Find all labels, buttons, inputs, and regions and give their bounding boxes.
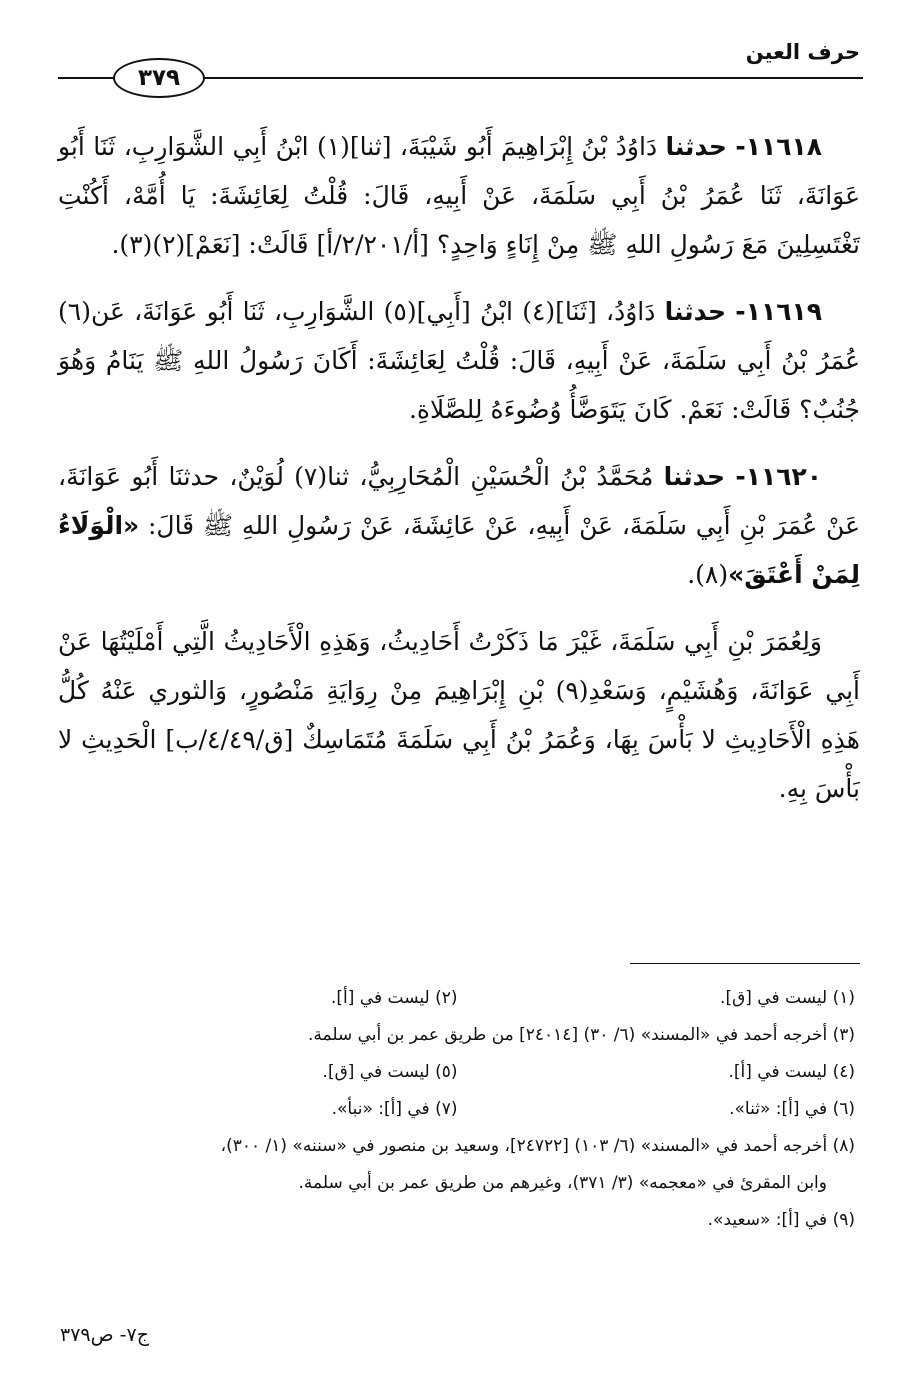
hadith-text: دَاوُدُ بْنُ إِبْرَاهِيمَ أَبُو شَيْبَةَ، [ثنا](١) ابْنُ أَبِي الشَّوَارِبِ، ثَنَا أَبُو عَوَانَةَ، ثَنَا عُمَرُ بْنُ أَبِي سَلَمَةَ، عَنْ أَبِيهِ، قَالَ: قُلْتُ لِعَائِشَةَ: يَا أُمَّهْ، أَكُنْتِ تَغْتَسِلِينَ مَعَ رَسُولِ اللهِ ﷺ مِنْ إِنَاءٍ وَاحِدٍ؟ [أ/٢/٢٠١/أ] قَالَتْ: [نَعَمْ](٢)(٣). <box>58 132 860 259</box>
hadith-11619 <box>58 287 860 434</box>
footnote-1: (١) ليست في [ق]. <box>720 988 855 1008</box>
footnote-3: (٣) أخرجه أحمد في «المسند» (٦/ ٣٠) [٢٤٠١٤] من طريق عمر بن أبي سلمة. <box>307 1025 855 1045</box>
hadith-number: ١١٦٢٠- <box>735 462 822 491</box>
footnote-separator <box>630 963 860 964</box>
footnote-8: (٨) أخرجه أحمد في «المسند» (٦/ ١٠٣) [٢٤٧٢٢]، وسعيد بن منصور في «سننه» (١/ ٣٠٠)، <box>220 1136 855 1156</box>
footnote-5: (٥) ليست في [ق]. <box>322 1062 458 1082</box>
narration-keyword: حدثنا <box>665 132 727 161</box>
footnote-4: (٤) ليست في [أ]. <box>728 1062 855 1082</box>
hadith-number: ١١٦١٩- <box>735 297 822 326</box>
page-number-badge: ٣٧٩ <box>113 58 205 98</box>
hadith-text: مُحَمَّدُ بْنُ الْحُسَيْنِ الْمُحَارِبِيُّ، ثنا(٧) لُوَيْنٌ، حدثنَا أَبُو عَوَانَةَ، عَنْ عُمَرَ بْنِ أَبِي سَلَمَةَ، عَنْ أَبِيهِ، عَنْ عَائِشَةَ، عَنْ رَسُولِ اللهِ ﷺ قَالَ: <box>58 462 860 540</box>
footnote-row <box>60 1054 855 1091</box>
footnote-2: (٢) ليست في [أ]. <box>331 988 458 1008</box>
footnote-8-continuation: وابن المقرئ في «معجمه» (٣/ ٣٧١)، وغيرهم من طريق عمر بن أبي سلمة. <box>298 1173 827 1193</box>
footnote-6: (٦) في [أ]: «ثنا». <box>729 1099 855 1119</box>
chapter-title: حرف العين <box>745 40 860 64</box>
commentary-text: وَلِعُمَرَ بْنِ أَبِي سَلَمَةَ، غَيْرَ مَا ذَكَرْتُ أَحَادِيثُ، وَهَذِهِ الْأَحَادِيثُ الَّتِي أَمْلَيْتُهَا عَنْ أَبِي عَوَانَةَ، وَهُشَيْمٍ، وَسَعْدِ(٩) بْنِ إِبْرَاهِيمَ مِنْ رِوَايَةِ مَنْصُورٍ، وَالثوري عَنْهُ كُلُّ هَذِهِ الْأَحَادِيثِ لا بَأْسَ بِهَا، وَعُمَرُ بْنُ أَبِي سَلَمَةَ مُتَمَاسِكٌ [ق/٤/٤٩/ب] الْحَدِيثِ لا بَأْسَ بِهِ. <box>58 627 860 803</box>
footnote-row <box>60 980 855 1017</box>
footnote-7: (٧) في [أ]: «نبأ». <box>331 1099 458 1119</box>
footnote-9: (٩) في [أ]: «سعيد». <box>707 1210 855 1230</box>
volume-page-reference: ج٧- ص٣٧٩ <box>60 1324 149 1346</box>
hadith-11620 <box>58 452 860 599</box>
footnote-row <box>60 1091 855 1128</box>
author-commentary <box>58 617 860 813</box>
footnote-ref: (٨). <box>687 560 729 589</box>
hadith-11618 <box>58 122 860 269</box>
narration-keyword: حدثنا <box>664 297 727 326</box>
narration-keyword: حدثنا <box>663 462 726 491</box>
prophetic-quote: «الْوَلَاءُ لِمَنْ أَعْتَقَ» <box>58 511 860 589</box>
main-text <box>58 122 860 813</box>
hadith-text: دَاوُدُ، [ثَنَا](٤) ابْنُ [أَبِي](٥) الشَّوَارِبِ، ثَنَا أَبُو عَوَانَةَ، عَن(٦) عُمَرُ بْنُ أَبِي سَلَمَةَ، عَنْ أَبِيهِ، قَالَ: قُلْتُ لِعَائِشَةَ: أَكَانَ رَسُولُ اللهِ ﷺ يَنَامُ وَهُوَ جُنُبٌ؟ قَالَتْ: نَعَمْ. كَانَ يَتَوَضَّأُ وُضُوءَهُ لِلصَّلَاةِ. <box>58 297 860 424</box>
footnotes <box>60 980 855 1239</box>
hadith-number: ١١٦١٨- <box>735 132 822 161</box>
